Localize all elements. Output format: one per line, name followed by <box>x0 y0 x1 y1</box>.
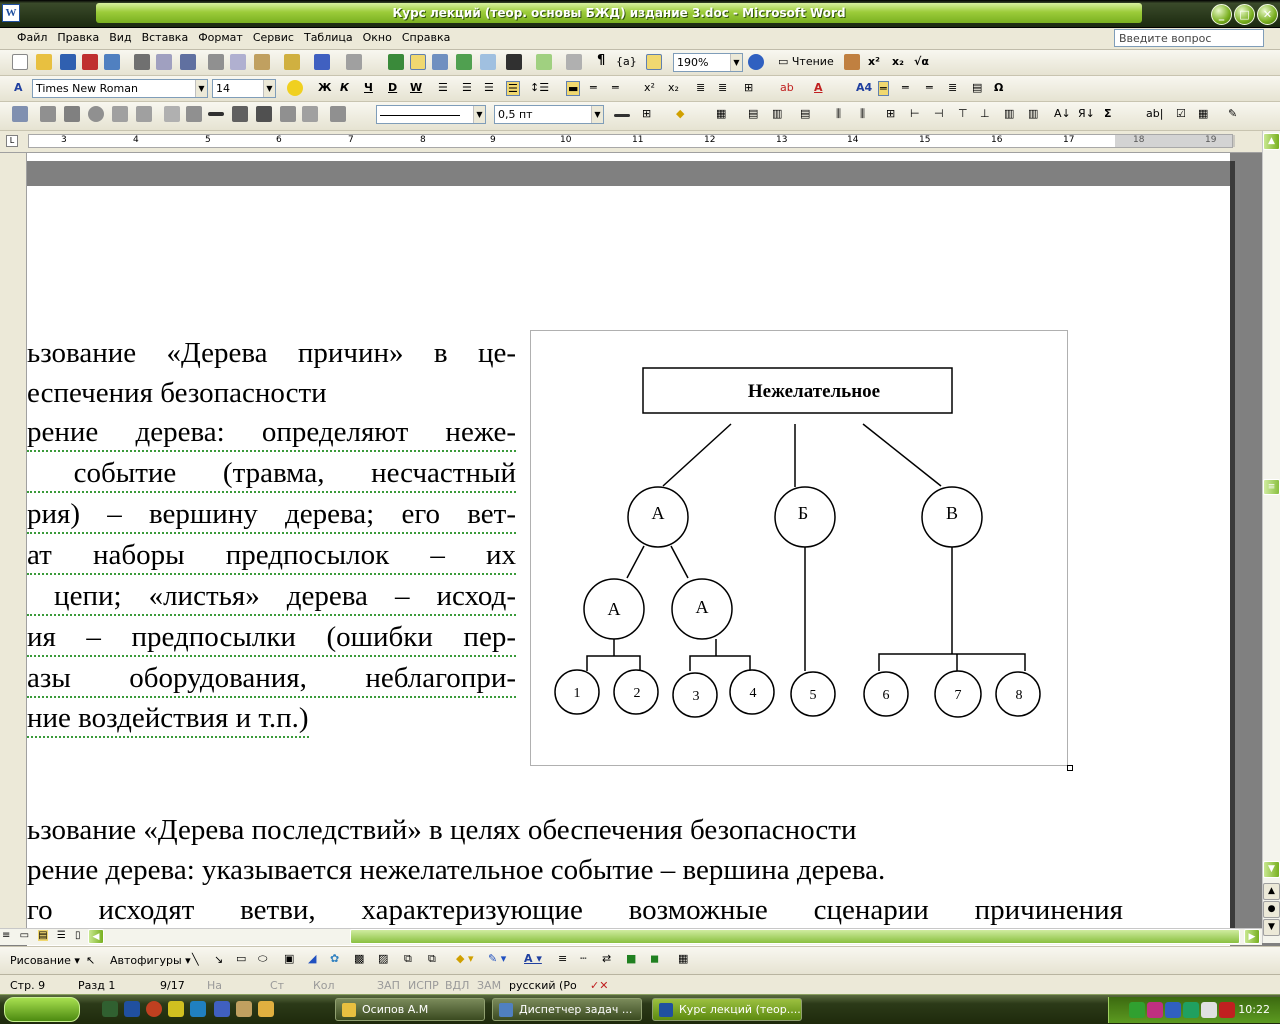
eraser-icon[interactable]: ✎ <box>1228 107 1238 120</box>
italic-button[interactable]: К <box>340 81 349 94</box>
tray-icon[interactable] <box>1165 1002 1181 1018</box>
menu-file[interactable]: Файл <box>17 31 48 44</box>
line-style-select[interactable]: ▼ <box>376 105 486 124</box>
tree-edge <box>587 656 640 671</box>
autoshapes-menu[interactable]: Автофигуры ▾ <box>110 954 191 967</box>
tree-leaf-label: 1 <box>573 686 581 701</box>
tables-borders-icon[interactable] <box>410 54 426 70</box>
draw-font-color-icon[interactable]: A ▾ <box>524 952 542 965</box>
show-formatting-icon[interactable]: ¶ <box>597 53 606 68</box>
ruler-tick: 7 <box>348 135 354 145</box>
font-size-select[interactable]: 14 ▼ <box>212 79 276 98</box>
tree-leaf-label: 7 <box>954 688 962 703</box>
title-bar-center <box>96 3 1142 23</box>
clipart-icon[interactable]: ▩ <box>354 952 365 965</box>
quicklaunch-ie-icon[interactable] <box>190 1001 206 1017</box>
status-bar <box>0 974 1280 994</box>
paragraph-line[interactable]: рение дерева: определяют неже- <box>27 414 516 452</box>
border-inside-icon[interactable]: ═ <box>612 81 619 94</box>
wordart-icon[interactable]: ◢ <box>308 952 317 965</box>
ungroup-icon[interactable]: ⧉ <box>428 952 436 965</box>
insert-excel-icon[interactable] <box>456 54 472 70</box>
ruler-tick: 10 <box>560 135 572 145</box>
tray-icon[interactable] <box>1147 1002 1163 1018</box>
picture-icon[interactable] <box>12 106 28 122</box>
paragraph-line[interactable]: ьзование «Дерева последствий» в целях обеспечения безопасности <box>27 814 857 846</box>
previous-page-bottom <box>27 153 1230 161</box>
paragraph-line[interactable]: еспечения безопасности <box>27 377 327 409</box>
quicklaunch-word-icon[interactable] <box>124 1001 140 1017</box>
menu-help[interactable]: Справка <box>401 31 451 44</box>
ruler-tick: 6 <box>276 135 282 145</box>
form-table-icon[interactable]: ▦ <box>1198 107 1209 120</box>
tray-icon[interactable] <box>1219 1002 1235 1018</box>
ruler-tick: 15 <box>919 135 931 145</box>
shadow-style-icon[interactable]: ■ <box>626 952 637 965</box>
draw-line-style-icon[interactable]: ≡ <box>558 952 568 965</box>
quicklaunch-icon-2[interactable] <box>168 1001 184 1017</box>
task-manager-icon <box>499 1003 513 1017</box>
tree-edge <box>627 546 644 578</box>
smiley-icon[interactable] <box>287 80 303 96</box>
tray-icon[interactable] <box>1183 1002 1199 1018</box>
tree-node-label: В <box>945 503 959 523</box>
h-scroll-thumb[interactable] <box>350 929 1240 944</box>
tree-leaf-label: 3 <box>692 689 700 704</box>
equation-icon[interactable]: √α <box>914 55 929 68</box>
paragraph-line[interactable]: рия) – вершину дерева; его вет- <box>27 496 516 534</box>
border-icon[interactable]: ▬ <box>568 82 579 95</box>
formatting-toolbar <box>0 76 1280 102</box>
tree-leaf-label: 5 <box>809 688 817 703</box>
menu-view[interactable]: Вид <box>109 31 132 44</box>
border-top-icon[interactable]: ═ <box>880 82 887 95</box>
align-left-icon[interactable]: ☰ <box>438 81 448 94</box>
tree-leaf-label: 2 <box>633 686 641 701</box>
picture-tool-icon-5[interactable] <box>136 106 152 122</box>
tree-edge <box>671 546 688 578</box>
start-button[interactable] <box>4 997 80 1022</box>
status-line: Ст <box>270 979 285 992</box>
taskbar <box>0 994 1280 1024</box>
close-button[interactable]: ✕ <box>1257 4 1278 25</box>
arrow-tool-icon[interactable]: ↘ <box>214 953 224 966</box>
scroll-up-button[interactable]: ▲ <box>1263 133 1280 150</box>
hyperlink-icon[interactable] <box>388 54 404 70</box>
clock[interactable]: 10:22 <box>1238 1003 1270 1016</box>
insert-table-icon-2[interactable]: ▦ <box>716 107 727 120</box>
picture-tool-icon-2[interactable] <box>64 106 80 122</box>
line-weight-select[interactable]: 0,5 пт ▼ <box>494 105 604 124</box>
cell-align-icon[interactable]: ⊣ <box>934 107 944 120</box>
paragraph-line[interactable]: ия – предпосылки (ошибки пер- <box>27 619 516 657</box>
split-cells-icon[interactable]: ▥ <box>772 107 783 120</box>
autosum-icon[interactable]: Σ <box>1104 107 1112 120</box>
word-underline-button[interactable]: W <box>410 81 423 94</box>
view-buttons <box>2 930 88 944</box>
help-icon[interactable] <box>748 54 764 70</box>
standard-toolbar <box>0 50 1280 76</box>
oval-tool-icon[interactable]: ⬭ <box>258 952 268 965</box>
scroll-right-button[interactable]: ▶ <box>1244 929 1260 944</box>
quicklaunch-icon-4[interactable] <box>236 1001 252 1017</box>
ruler-tick: 13 <box>776 135 788 145</box>
outside-border-icon[interactable]: ⊞ <box>642 107 652 120</box>
diagram-icon[interactable]: ✿ <box>330 952 340 965</box>
text-wrap-icon[interactable] <box>256 106 272 122</box>
align-right-icon[interactable]: ☰ <box>484 81 494 94</box>
status-col: Кол <box>313 979 335 992</box>
symbol-icon[interactable]: Ω <box>994 81 1004 94</box>
align-center-icon[interactable]: ☰ <box>462 81 472 94</box>
left-gutter <box>0 153 27 928</box>
tree-leaf-label: 4 <box>749 686 757 701</box>
distribute-columns-icon[interactable]: ⫼ <box>860 107 866 120</box>
table-tool-icon-3[interactable]: ▥ <box>1004 107 1015 120</box>
menu-edit[interactable]: Правка <box>57 31 100 44</box>
task-folder[interactable]: Осипов А.М <box>335 998 485 1021</box>
paragraph-line[interactable]: событие (травма, несчастный <box>27 455 516 493</box>
border-color-icon[interactable] <box>614 114 630 117</box>
normal-view-button[interactable]: ≡ <box>2 930 11 941</box>
ruler-tick: 14 <box>847 135 859 145</box>
format-painter-icon[interactable] <box>284 54 300 70</box>
bold-button[interactable]: Ж <box>318 81 332 94</box>
browse-object-button[interactable]: ● <box>1263 901 1280 918</box>
reading-view-button[interactable]: ▯ <box>75 930 81 941</box>
page-shadow <box>1230 161 1235 928</box>
tree-root-label: Нежелательное <box>747 381 881 402</box>
quicklaunch-icon[interactable] <box>102 1001 118 1017</box>
reading-mode-label: Чтение <box>791 55 834 68</box>
ruler-tick: 12 <box>704 135 716 145</box>
border-middle-icon[interactable]: ═ <box>902 81 909 94</box>
3d-style-icon[interactable]: ◼ <box>650 952 660 965</box>
paragraph-line[interactable]: ние воздействия и т.п.) <box>27 700 309 738</box>
highlight-icon[interactable]: ab <box>780 81 794 94</box>
autoformat-icon[interactable]: ⊞ <box>886 107 896 120</box>
ruler-tick: 8 <box>420 135 426 145</box>
rotate-icon[interactable] <box>186 106 202 122</box>
merge-cells-icon[interactable]: ▤ <box>748 107 759 120</box>
permission-icon[interactable] <box>82 54 98 70</box>
tree-edge <box>690 656 750 671</box>
tree-node-label: А <box>651 503 665 523</box>
read-icon[interactable] <box>566 54 582 70</box>
border-bottom-icon[interactable]: ═ <box>590 81 597 94</box>
paste-icon[interactable] <box>254 54 270 70</box>
form-checkbox-icon[interactable]: ☑ <box>1176 107 1186 120</box>
borders-icon[interactable]: ⊞ <box>744 81 754 94</box>
bullets-icon[interactable]: ≣ <box>718 81 728 94</box>
status-language: русский (Ро <box>509 979 577 992</box>
ruler-strip <box>28 134 1233 148</box>
shading-icon[interactable]: ◆ <box>676 107 685 120</box>
tree-node-label: А <box>607 599 621 619</box>
line-color-icon[interactable]: ✎ ▾ <box>488 952 507 965</box>
field-codes-icon[interactable]: {a} <box>616 55 637 68</box>
previous-page-button[interactable]: ▲ <box>1263 883 1280 900</box>
menu-table[interactable]: Таблица <box>303 31 353 44</box>
group-icon[interactable]: ⧉ <box>404 952 412 965</box>
draw-menu[interactable]: Рисование ▾ <box>10 954 80 967</box>
tree-node-label: Б <box>797 503 809 523</box>
ruler-tick: 3 <box>61 135 67 145</box>
save-icon[interactable] <box>60 54 76 70</box>
line-tool-icon[interactable]: ╲ <box>192 953 199 966</box>
research-icon[interactable] <box>844 54 860 70</box>
styles-icon[interactable]: A <box>14 81 23 94</box>
copy-icon[interactable] <box>230 54 246 70</box>
subscript-icon-2[interactable]: x₂ <box>668 81 679 94</box>
distribute-rows-icon[interactable]: ⫼ <box>836 107 842 120</box>
format-picture-icon[interactable] <box>280 106 296 122</box>
email-icon[interactable] <box>104 54 120 70</box>
table-tool-icon[interactable]: ⊤ <box>958 107 968 120</box>
ruler-tick: 5 <box>205 135 211 145</box>
paragraph-line[interactable]: цепи; «листья» дерева – исход- <box>27 578 516 616</box>
ruler-right-margin <box>1115 135 1235 147</box>
picture-tool-icon-1[interactable] <box>40 106 56 122</box>
status-pages: 9/17 <box>160 979 185 992</box>
rectangle-tool-icon[interactable]: ▭ <box>236 952 247 965</box>
underline-button[interactable]: Ч <box>364 81 373 94</box>
drawing-icon[interactable] <box>506 54 522 70</box>
tree-diagram <box>531 331 1069 767</box>
maximize-button[interactable]: □ <box>1234 4 1255 25</box>
menu-insert[interactable]: Вставка <box>141 31 189 44</box>
character-scale-icon[interactable]: A4 <box>856 81 873 94</box>
font-color-icon[interactable]: A <box>814 81 823 94</box>
menu-format[interactable]: Формат <box>198 31 243 44</box>
insert-table-icon[interactable] <box>432 54 448 70</box>
paragraph-line[interactable]: ат наборы предпосылок – их <box>27 537 516 575</box>
justify-icon[interactable]: ☰ <box>508 82 518 95</box>
line-style-icon[interactable] <box>208 112 224 116</box>
ruler-tick: 17 <box>1063 135 1075 145</box>
menu-tools[interactable]: Сервис <box>252 31 294 44</box>
arrow-style-icon[interactable]: ⇄ <box>602 952 612 965</box>
border-lower-icon[interactable]: ═ <box>926 81 933 94</box>
scroll-down-button[interactable]: ▼ <box>1263 861 1280 878</box>
text-direction-icon[interactable]: ⊢ <box>910 107 920 120</box>
tree-figure[interactable] <box>530 330 1068 766</box>
zoom-toggle-icon[interactable] <box>646 54 662 70</box>
line-spacing-icon[interactable]: ↕☰ <box>530 81 550 94</box>
new-document-icon[interactable] <box>12 54 28 70</box>
vertical-scrollbar[interactable] <box>1262 131 1280 943</box>
horizontal-scrollbar[interactable] <box>0 928 1262 945</box>
title-bar <box>0 0 1280 28</box>
paragraph-line[interactable]: ьзование «Дерева причин» в це- <box>27 337 516 369</box>
spelling-icon[interactable] <box>180 54 196 70</box>
tree-edge <box>663 424 731 486</box>
table-tool-icon-4[interactable]: ▥ <box>1028 107 1039 120</box>
status-ovr[interactable]: ЗАМ <box>477 979 502 992</box>
sort-ascending-icon[interactable]: A↓ <box>1054 107 1071 120</box>
ruler-tick: 4 <box>133 135 139 145</box>
redo-icon[interactable] <box>346 54 362 70</box>
tray-icon[interactable] <box>1201 1002 1217 1018</box>
spelling-status-icon[interactable]: ✓✕ <box>590 979 609 992</box>
web-view-button[interactable]: ▭ <box>19 930 30 941</box>
horizontal-ruler[interactable] <box>0 131 1262 153</box>
paragraph-line[interactable]: го исходят ветви, характеризующие возможные сценарии причинения <box>27 894 1123 926</box>
word-icon[interactable]: W <box>2 4 20 22</box>
menu-bar <box>0 28 1280 50</box>
print-icon[interactable] <box>134 54 150 70</box>
quicklaunch-icon-5[interactable] <box>258 1001 274 1017</box>
table-tool-icon-2[interactable]: ⊥ <box>980 107 990 120</box>
fill-color-icon[interactable]: ◆ ▾ <box>456 952 474 965</box>
crop-icon[interactable] <box>164 106 180 122</box>
dash-style-icon[interactable]: ┄ <box>580 952 587 965</box>
reading-mode-button[interactable]: ▭ Чтение <box>778 55 834 68</box>
quicklaunch-opera-icon[interactable] <box>146 1001 162 1017</box>
cut-icon[interactable] <box>208 54 224 70</box>
double-underline-button[interactable]: D <box>388 81 398 94</box>
ruler-tick: 16 <box>991 135 1003 145</box>
resize-handle[interactable] <box>1067 765 1073 771</box>
columns-icon[interactable] <box>480 54 496 70</box>
drawing-toolbar <box>0 946 1280 974</box>
status-rec[interactable]: ЗАП <box>377 979 400 992</box>
tree-edge <box>863 424 941 486</box>
paragraph-line[interactable]: рение дерева: указывается нежелательное событие – вершина дерева. <box>27 854 886 886</box>
task-word[interactable]: Курс лекций (теор.... <box>652 998 802 1021</box>
ruler-tick: 11 <box>632 135 644 145</box>
tree-leaf-label: 6 <box>882 688 890 703</box>
numbering-icon[interactable]: ≣ <box>696 81 706 94</box>
sort-descending-icon[interactable]: Я↓ <box>1078 107 1095 120</box>
set-transparent-icon[interactable] <box>302 106 318 122</box>
ruler-tick: 9 <box>490 135 496 145</box>
status-at: На <box>207 979 223 992</box>
folder-icon <box>342 1003 356 1017</box>
quicklaunch-icon-3[interactable] <box>214 1001 230 1017</box>
tray-icon[interactable] <box>1129 1002 1145 1018</box>
reset-picture-icon[interactable] <box>330 106 346 122</box>
tree-edge <box>879 654 1025 671</box>
print-preview-icon[interactable] <box>156 54 172 70</box>
superscript-icon-2[interactable]: x² <box>644 81 655 94</box>
scroll-left-button[interactable]: ◀ <box>88 929 104 944</box>
tables-borders-toolbar <box>0 102 1280 131</box>
open-icon[interactable] <box>36 54 52 70</box>
form-icon[interactable]: ▤ <box>972 81 983 94</box>
tab-selector[interactable]: L <box>6 135 18 147</box>
picture-tool-icon-4[interactable] <box>112 106 128 122</box>
minimize-button[interactable]: _ <box>1211 4 1232 25</box>
align-cells-icon[interactable]: ▤ <box>800 107 811 120</box>
task-task-manager[interactable]: Диспетчер задач ... <box>492 998 642 1021</box>
document-map-icon[interactable] <box>536 54 552 70</box>
menu-window[interactable]: Окно <box>362 31 392 44</box>
undo-icon[interactable] <box>314 54 330 70</box>
insert-picture-icon[interactable]: ▨ <box>378 952 389 965</box>
paragraph-line[interactable]: азы оборудования, неблагопри- <box>27 660 516 698</box>
status-section: Разд 1 <box>78 979 116 992</box>
scroll-thumb[interactable]: ≡ <box>1263 479 1280 495</box>
list-icon[interactable]: ≣ <box>948 81 958 94</box>
ask-question-input[interactable]: Введите вопрос <box>1114 29 1264 47</box>
print-layout-button[interactable]: ▤ <box>38 930 48 941</box>
tree-leaf-label: 8 <box>1015 688 1023 703</box>
zoom-select[interactable]: 190% ▼ <box>673 53 743 72</box>
status-trk[interactable]: ИСПР <box>408 979 439 992</box>
textbox-tool-icon[interactable]: ▣ <box>284 952 295 965</box>
word-task-icon <box>659 1003 673 1017</box>
window-title: Курс лекций (теор. основы БЖД) издание 3.doc - Microsoft Word <box>392 6 846 20</box>
select-objects-icon[interactable]: ↖ <box>86 954 96 967</box>
superscript-icon[interactable]: x² <box>868 55 880 68</box>
compress-icon[interactable] <box>232 106 248 122</box>
grid-icon[interactable]: ▦ <box>678 952 689 965</box>
status-ext[interactable]: ВДЛ <box>445 979 470 992</box>
status-page: Стр. 9 <box>10 979 46 992</box>
next-page-button[interactable]: ▼ <box>1263 919 1280 936</box>
subscript-icon[interactable]: x₂ <box>892 55 904 68</box>
tree-node-label: А <box>695 597 709 617</box>
picture-tool-icon-3[interactable] <box>88 106 104 122</box>
system-tray <box>1108 997 1280 1023</box>
outline-view-button[interactable]: ☰ <box>56 930 66 941</box>
form-field-icon[interactable]: ab| <box>1146 107 1164 120</box>
font-name-select[interactable]: Times New Roman ▼ <box>32 79 208 98</box>
